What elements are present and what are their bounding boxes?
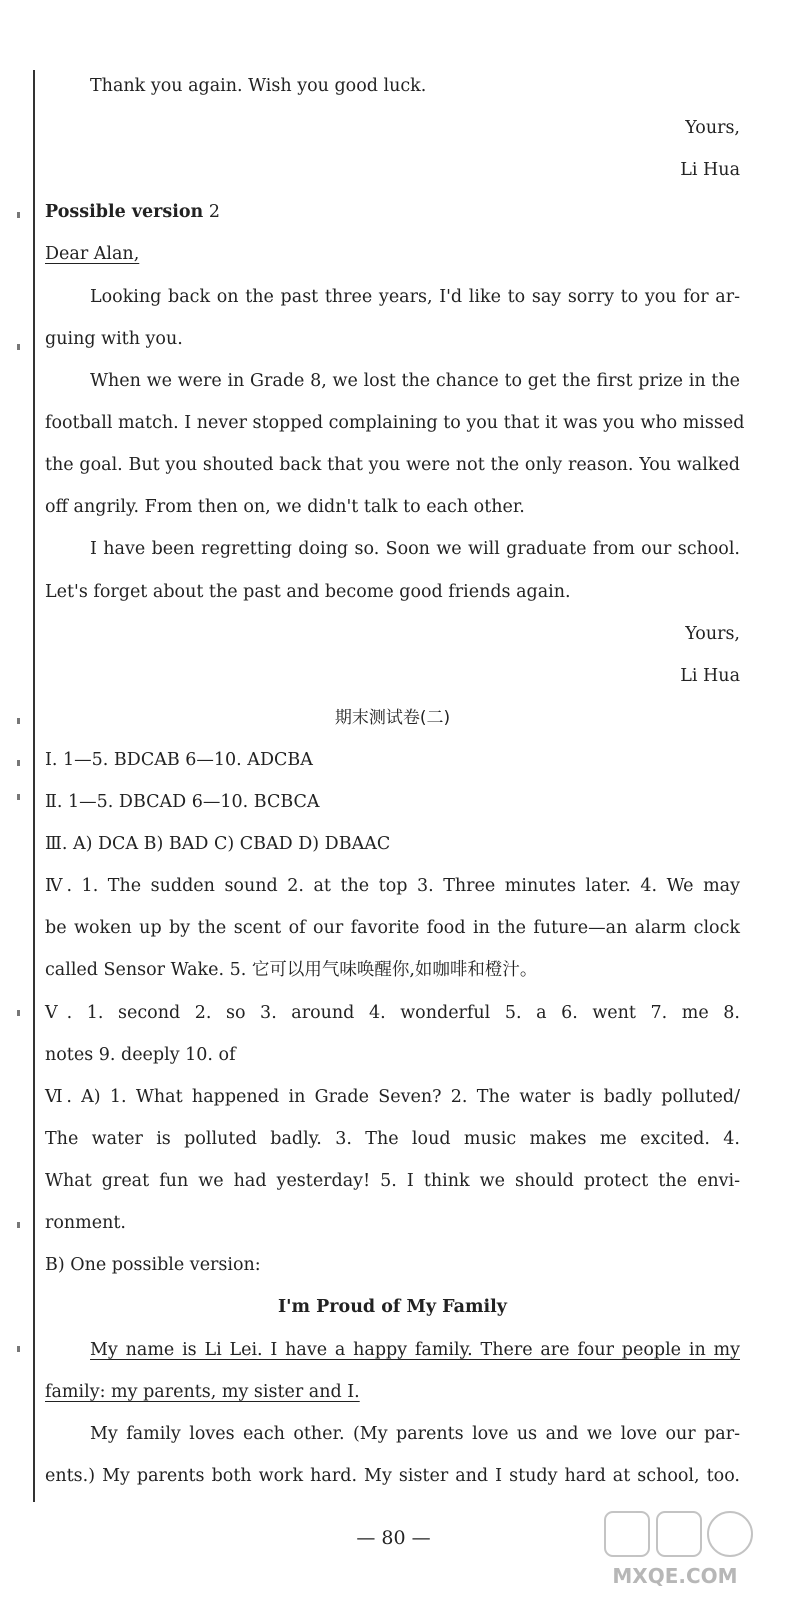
margin-tick xyxy=(17,212,20,218)
watermark-logo xyxy=(575,1507,775,1592)
watermark-text: MXQE.COM xyxy=(612,1564,738,1588)
version2-line: Looking back on the past three years, I'd like to say sorry to you for ar- xyxy=(90,287,740,307)
answer-line: What great fun we had yesterday! 5. I think we should protect the envi- xyxy=(45,1171,740,1191)
margin-tick xyxy=(17,718,20,724)
answer-line: Ⅲ. A) DCA B) BAD C) CBAD D) DBAAC xyxy=(45,834,391,854)
version2-heading-number: 2 xyxy=(208,202,220,222)
version2-line: Let's forget about the past and become good friends again. xyxy=(45,582,571,602)
letter1-thanks: Thank you again. Wish you good luck. xyxy=(90,76,427,96)
essay-line: My family loves each other. (My parents love us and we love our par- xyxy=(90,1424,740,1444)
essay-line: My name is Li Lei. I have a happy family. There are four people in my xyxy=(90,1340,740,1360)
page-number: — 80 — xyxy=(356,1527,431,1549)
version2-heading xyxy=(45,200,740,224)
version2-greeting: Dear Alan, xyxy=(45,244,140,264)
answer-line: Ⅳ. 1. The sudden sound 2. at the top 3. Three minutes later. 4. We may xyxy=(45,876,740,896)
answer-line: Ⅵ. A) 1. What happened in Grade Seven? 2. The water is badly polluted/ xyxy=(45,1087,740,1107)
answer-line: Ⅱ. 1—5. DBCAD 6—10. BCBCA xyxy=(45,792,320,812)
margin-tick xyxy=(17,794,20,800)
version2-line: the goal. But you shouted back that you were not the only reason. You walked xyxy=(45,455,740,475)
exam-title: 期末测试卷(二) xyxy=(334,708,451,728)
letter1-signature: Li Hua xyxy=(680,160,740,180)
version2-signature: Li Hua xyxy=(680,666,740,686)
margin-tick xyxy=(17,1346,20,1352)
essay-title: I'm Proud of My Family xyxy=(278,1297,507,1317)
version2-heading-label: Possible version xyxy=(45,202,204,222)
essay-line: family: my parents, my sister and I. xyxy=(45,1382,360,1402)
answer-line: The water is polluted badly. 3. The loud music makes me excited. 4. xyxy=(45,1129,740,1149)
version2-line: football match. I never stopped complaining to you that it was you who missed xyxy=(45,413,745,433)
answer-line: ronment. xyxy=(45,1213,126,1233)
answer-line: called Sensor Wake. 5. 它可以用气味唤醒你,如咖啡和橙汁。 xyxy=(45,960,538,980)
answer-line: be woken up by the scent of our favorite food in the future—an alarm clock xyxy=(45,918,740,938)
answer-line: B) One possible version: xyxy=(45,1255,261,1275)
version2-closing: Yours, xyxy=(685,624,740,644)
version2-line: guing with you. xyxy=(45,329,183,349)
answer-line: Ⅴ. 1. second 2. so 3. around 4. wonderful 5. a 6. went 7. me 8. xyxy=(45,1003,740,1023)
margin-tick xyxy=(17,1222,20,1228)
margin-tick xyxy=(17,344,20,350)
answer-line: Ⅰ. 1—5. BDCAB 6—10. ADCBA xyxy=(45,750,313,770)
answer-line: notes 9. deeply 10. of xyxy=(45,1045,236,1065)
letter1-closing: Yours, xyxy=(685,118,740,138)
version2-line: off angrily. From then on, we didn't talk to each other. xyxy=(45,497,525,517)
essay-line: ents.) My parents both work hard. My sister and I study hard at school, too. xyxy=(45,1466,740,1486)
margin-tick xyxy=(17,1010,20,1016)
version2-line: I have been regretting doing so. Soon we will graduate from our school. xyxy=(90,539,740,559)
version2-line: When we were in Grade 8, we lost the chance to get the first prize in the xyxy=(90,371,740,391)
margin-line xyxy=(33,70,35,1502)
margin-tick xyxy=(17,760,20,766)
